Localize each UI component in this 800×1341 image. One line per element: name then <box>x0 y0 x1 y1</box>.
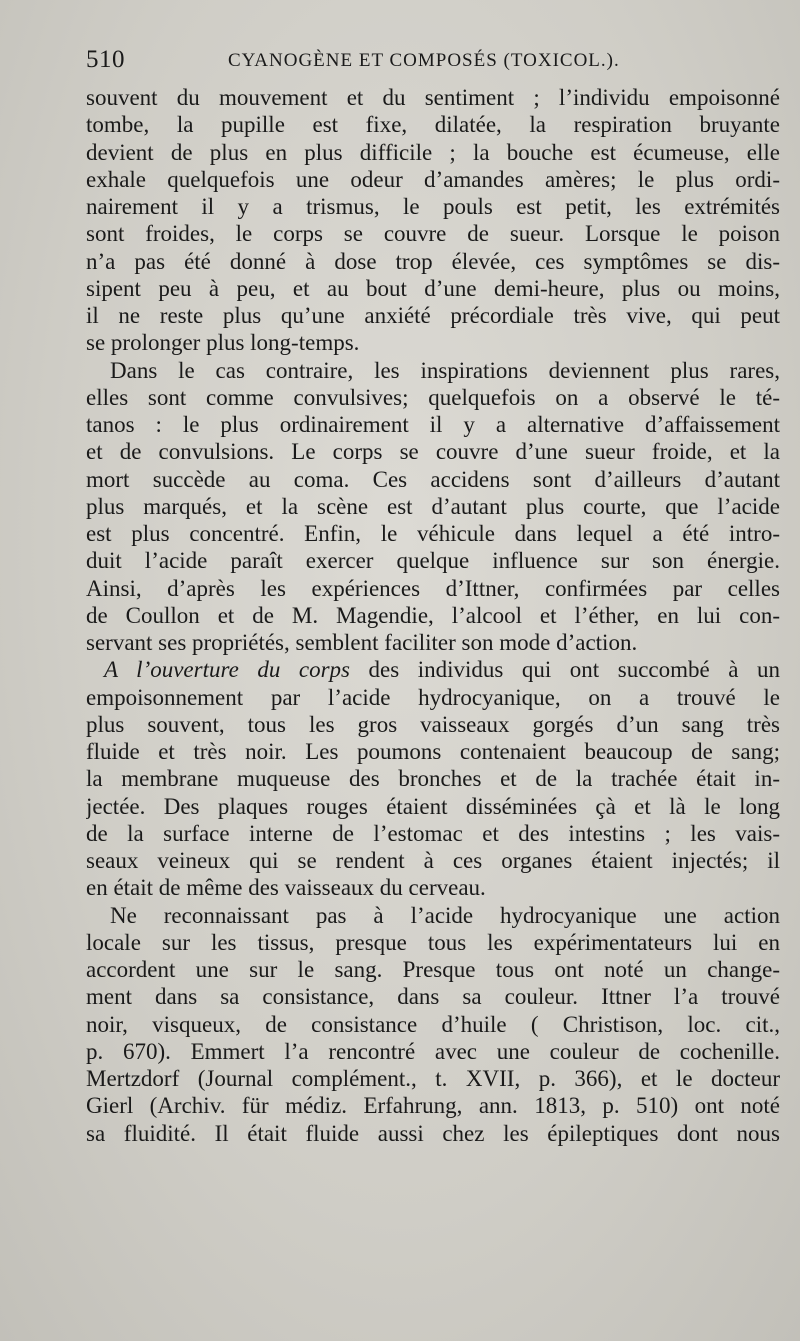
text-line <box>86 793 780 820</box>
running-head: CYANOGÈNE ET COMPOSÉS (TOXICOL.). <box>228 50 620 71</box>
text-line <box>86 84 780 111</box>
line-text: plus marqués, et la scène est d’autant plus courte, que l’acide <box>86 493 780 519</box>
text-line <box>86 820 780 847</box>
line-text: ment dans sa consistance, dans sa couleur. Ittner l’a trouvé <box>86 984 780 1010</box>
line-text: est plus concentré. Enfin, le véhicule dans lequel a été intro- <box>86 521 780 546</box>
text-line <box>86 438 780 465</box>
text-line <box>86 520 780 547</box>
text-line <box>86 275 780 302</box>
line-text: de Coullon et de M. Magendie, l’alcool et l’éther, en lui con- <box>86 602 780 628</box>
line-text: Ne reconnaissant pas à l’acide hydrocyanique une action <box>110 902 780 928</box>
text-line <box>86 248 780 275</box>
line-text: jectée. Des plaques rouges étaient disséminées çà et là le long <box>86 793 780 819</box>
line-text: Gierl (Archiv. für médiz. Erfahrung, ann. 1813, p. 510) ont noté <box>86 1093 780 1119</box>
line-text: de la surface interne de l’estomac et des intestins ; les vais- <box>86 820 780 846</box>
line-text: empoisonnement par l’acide hydrocyanique, on a trouvé le <box>86 684 780 710</box>
line-text: Mertzdorf (Journal complément., t. XVII, p. 366), et le docteur <box>86 1066 780 1091</box>
line-text: sa fluidité. Il était fluide aussi chez les épileptiques dont nous <box>86 1120 780 1146</box>
line-text: fluide et très noir. Les poumons contenaient beaucoup de sang; <box>86 739 780 764</box>
line-text: il ne reste plus qu’une anxiété précordiale très vive, qui peut <box>86 303 780 328</box>
text-line <box>86 166 780 193</box>
text-line <box>86 193 780 220</box>
text-line <box>86 956 780 983</box>
line-text: exhale quelquefois une odeur d’amandes amères; le plus ordi- <box>86 166 780 192</box>
text-line <box>86 357 780 384</box>
text-line <box>86 411 780 438</box>
text-line <box>86 602 780 629</box>
text-line <box>86 684 780 711</box>
line-text: locale sur les tissus, presque tous les expérimentateurs lui en <box>86 929 780 955</box>
line-text: devient de plus en plus difficile ; la bouche est écumeuse, elle <box>86 139 780 165</box>
text-line <box>86 220 780 247</box>
text-line <box>86 1038 780 1065</box>
line-text: plus souvent, tous les gros vaisseaux gorgés d’un sang très <box>86 711 780 737</box>
text-line <box>86 547 780 574</box>
text-line <box>86 983 780 1010</box>
line-text: Dans le cas contraire, les inspirations deviennent plus rares, <box>110 357 780 383</box>
text-line <box>86 466 780 493</box>
text-line <box>86 493 780 520</box>
line-text: sont froides, le corps se couvre de sueur. Lorsque le poison <box>86 221 780 247</box>
line-text: se prolonger plus long-temps. <box>86 330 360 356</box>
line-text: duit l’acide paraît exercer quelque influence sur son énergie. <box>86 548 780 574</box>
line-text: sipent peu à peu, et au bout d’une demi-heure, plus ou moins, <box>86 275 780 301</box>
text-line <box>86 711 780 738</box>
line-text: des individus qui ont succombé à un <box>349 657 780 683</box>
line-text: p. 670). Emmert l’a rencontré avec une couleur de cochenille. <box>86 1038 780 1064</box>
text-line <box>86 1120 780 1147</box>
line-text: en était de même des vaisseaux du cerveau. <box>86 875 486 901</box>
text-line <box>86 1092 780 1119</box>
line-text: souvent du mouvement et du sentiment ; l’individu empoisonné <box>86 85 780 110</box>
text-line <box>86 111 780 138</box>
line-text: seaux veineux qui se rendent à ces organes étaient injectés; il <box>86 848 780 873</box>
line-text: et de convulsions. Le corps se couvre d’une sueur froide, et la <box>86 439 780 465</box>
text-line <box>86 384 780 411</box>
text-line <box>86 139 780 166</box>
text-line <box>86 765 780 792</box>
text-line <box>86 302 780 329</box>
body-text <box>86 84 780 1147</box>
line-text: elles sont comme convulsives; quelquefois on a observé le té- <box>86 384 780 410</box>
text-line <box>86 656 780 683</box>
text-line <box>86 1065 780 1092</box>
line-text: Ainsi, d’après les expériences d’Ittner, confirmées par celles <box>86 575 780 601</box>
text-line <box>86 1011 780 1038</box>
line-text: accordent une sur le sang. Presque tous ont noté un change- <box>86 957 780 982</box>
text-line <box>86 738 780 765</box>
italic-phrase: A l’ouverture du corps <box>104 657 350 683</box>
line-text: tombe, la pupille est fixe, dilatée, la respiration bruyante <box>86 112 780 138</box>
line-text: mort succède au coma. Ces accidens sont d’ailleurs d’autant <box>86 466 780 492</box>
page-number: 510 <box>86 46 125 73</box>
line-text: noir, visqueux, de consistance d’huile ( Christison, loc. cit., <box>86 1011 780 1037</box>
text-line <box>86 629 780 656</box>
text-line <box>86 902 780 929</box>
page-header <box>86 46 786 78</box>
line-text: tanos : le plus ordinairement il y a alternative d’affaissement <box>86 412 780 437</box>
line-text: la membrane muqueuse des bronches et de la trachée était in- <box>86 766 780 792</box>
line-text: servant ses propriétés, semblent faciliter son mode d’action. <box>86 630 638 655</box>
text-line <box>86 874 780 901</box>
text-line <box>86 575 780 602</box>
line-text: n’a pas été donné à dose trop élevée, ces symptômes se dis- <box>86 248 780 274</box>
text-line <box>86 329 780 356</box>
line-text: nairement il y a trismus, le pouls est petit, les extrémités <box>86 194 780 219</box>
text-line <box>86 929 780 956</box>
text-line <box>86 847 780 874</box>
